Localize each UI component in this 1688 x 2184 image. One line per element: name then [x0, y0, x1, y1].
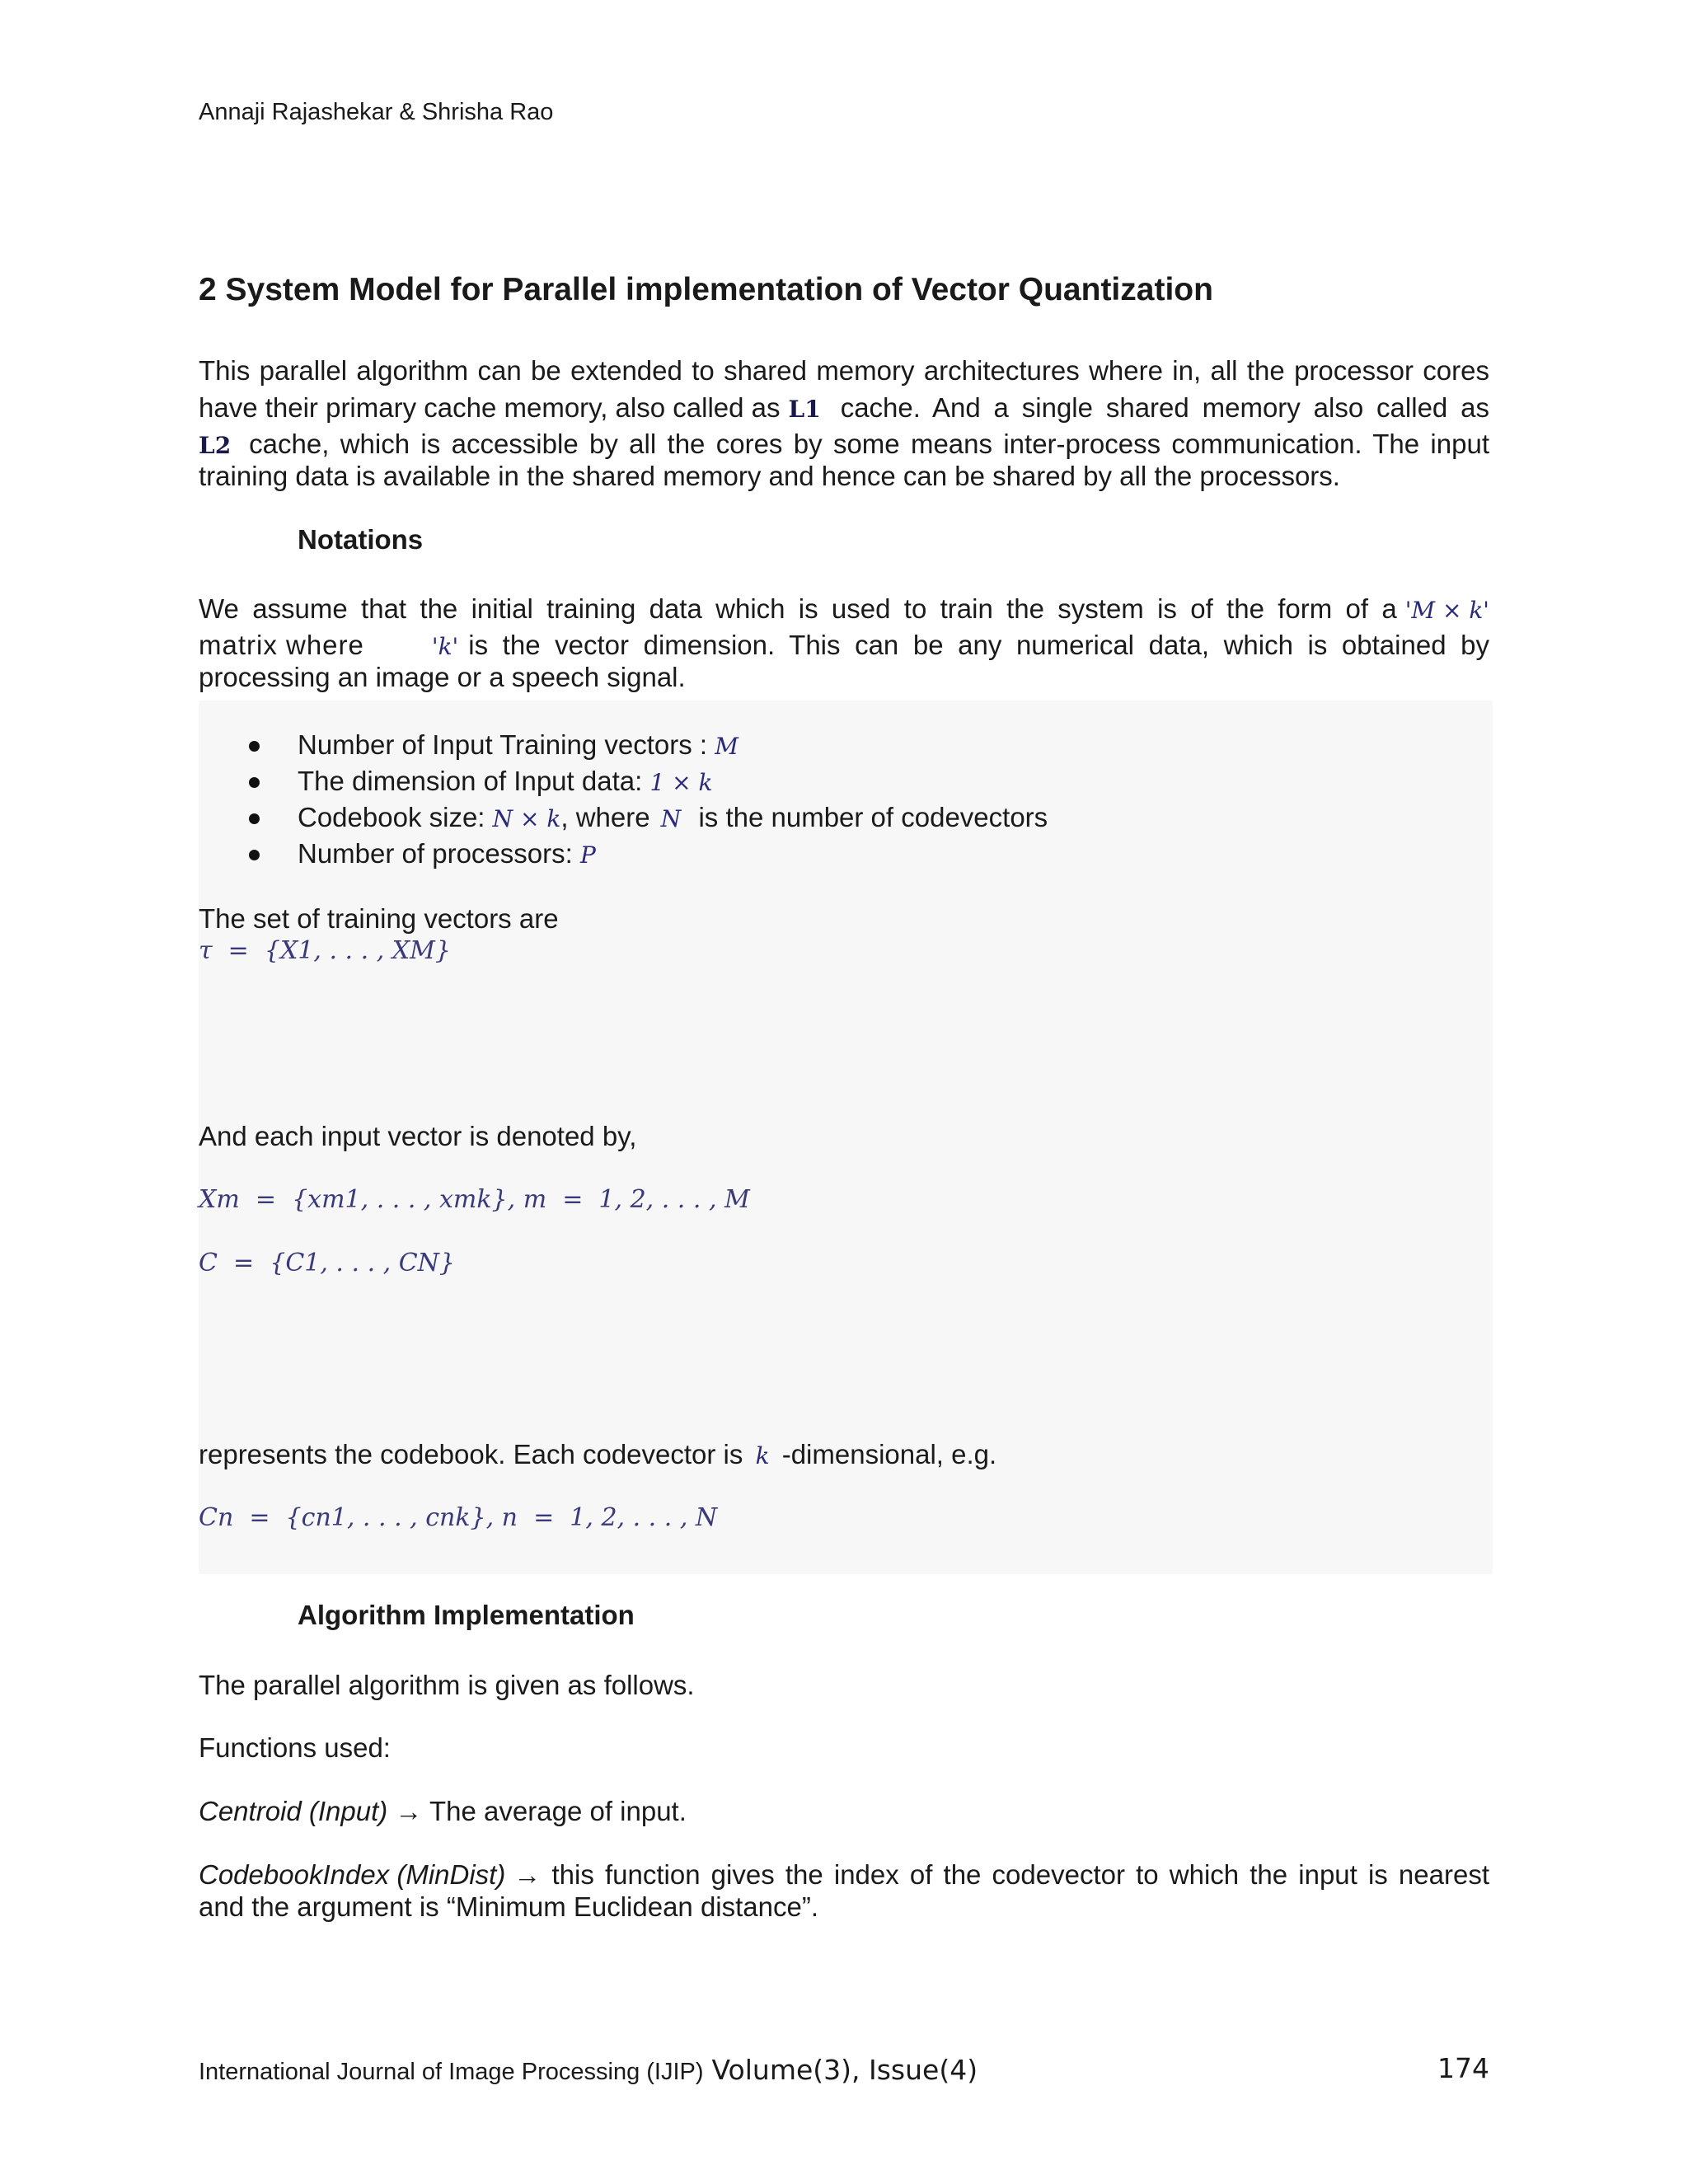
- codebook-description: represents the codebook. Each codevector is k -dimensional, e.g.: [199, 1439, 997, 1469]
- notations-heading: Notations: [298, 524, 424, 555]
- codebook-index-definition: CodebookIndex (MinDist) → this function gives the index of the codevector to which the input is nearest: [199, 1859, 1489, 1890]
- codevector-equation: Cn = {cn1, . . . , cnk}, n = 1, 2, . . . , N: [199, 1503, 718, 1532]
- centroid-definition: Centroid (Input) → The average of input.: [199, 1796, 687, 1826]
- intro-line-3: [199, 428, 1489, 462]
- k-dim-math: k: [755, 1442, 770, 1469]
- bullet-item: Number of Input Training vectors : M: [298, 729, 738, 760]
- footer-journal: [199, 2054, 978, 2086]
- codebook-index-definition-cont: and the argument is “Minimum Euclidean distance”.: [199, 1891, 819, 1922]
- intro-line-4: training data is available in the shared memory and hence can be shared by all the processors.: [199, 461, 1340, 491]
- section-title: 2 System Model for Parallel implementation of Vector Quantization: [199, 272, 1213, 307]
- intro-line-2-a: have their primary cache memory, also called as: [199, 392, 781, 423]
- mxk-math: 'M × k': [1404, 597, 1489, 624]
- bullet-math: 1 × k: [649, 769, 713, 796]
- intro-line-3-text: cache, which is accessible by all the cores by some means inter-process communication. The input: [249, 429, 1489, 459]
- bullet-marker: [249, 741, 260, 752]
- running-header: Annaji Rajashekar & Shrisha Rao: [199, 99, 554, 125]
- journal-name: International Journal of Image Processing (IJIP): [199, 2059, 704, 2085]
- l2-symbol: L2: [199, 432, 232, 459]
- bullet-math: P: [579, 841, 596, 869]
- bullet-item: Codebook size: N × k, where N is the number of codevectors: [298, 802, 1048, 832]
- notations-line-1: [199, 593, 1489, 626]
- bullet-marker: [249, 813, 260, 824]
- algorithm-line-1: The parallel algorithm is given as follows.: [199, 1670, 695, 1700]
- algorithm-line-2: Functions used:: [199, 1732, 391, 1763]
- intro-line-2: [199, 391, 1489, 425]
- bullet-marker: [249, 777, 260, 788]
- codebook-equation: C = {C1, . . . , CN}: [199, 1249, 456, 1277]
- bullet-item: The dimension of Input data: 1 × k: [298, 766, 713, 796]
- input-vector-equation: Xm = {xm1, . . . , xmk}, m = 1, 2, . . . , M: [199, 1185, 750, 1214]
- page-number: 174: [1437, 2052, 1489, 2084]
- k-math: 'k': [431, 633, 459, 660]
- training-set-intro: The set of training vectors are: [199, 903, 559, 934]
- bullet-math: N: [660, 805, 682, 832]
- training-set-equation: τ = {X1, . . . , XM}: [199, 936, 451, 965]
- bullet-item: Number of processors: P: [298, 838, 596, 869]
- notations-line-2-b: is the vector dimension. This can be any numerical data, which is obtained by: [468, 630, 1489, 660]
- bullet-math: N × k: [492, 805, 561, 832]
- l1-symbol: L1: [788, 396, 821, 423]
- bullet-math: M: [715, 733, 738, 760]
- notations-line-2: [199, 629, 1489, 663]
- algorithm-heading: Algorithm Implementation: [298, 1600, 635, 1630]
- notations-line-2-a: matrix where: [199, 630, 364, 660]
- intro-line-1: This parallel algorithm can be extended to shared memory architectures where in, all the processor cores: [199, 355, 1489, 386]
- input-vector-intro: And each input vector is denoted by,: [199, 1121, 637, 1151]
- centroid-function-name: Centroid (Input): [199, 1796, 388, 1826]
- notations-line-1-text: We assume that the initial training data which is used to train the system is of the form of a: [199, 593, 1397, 624]
- intro-line-2-b: cache. And a single shared memory also called as: [840, 392, 1489, 423]
- journal-volume: Volume(3), Issue(4): [711, 2054, 978, 2086]
- codebook-index-function-name: CodebookIndex (MinDist): [199, 1859, 506, 1890]
- bullet-marker: [249, 850, 260, 860]
- notations-line-3: processing an image or a speech signal.: [199, 662, 686, 692]
